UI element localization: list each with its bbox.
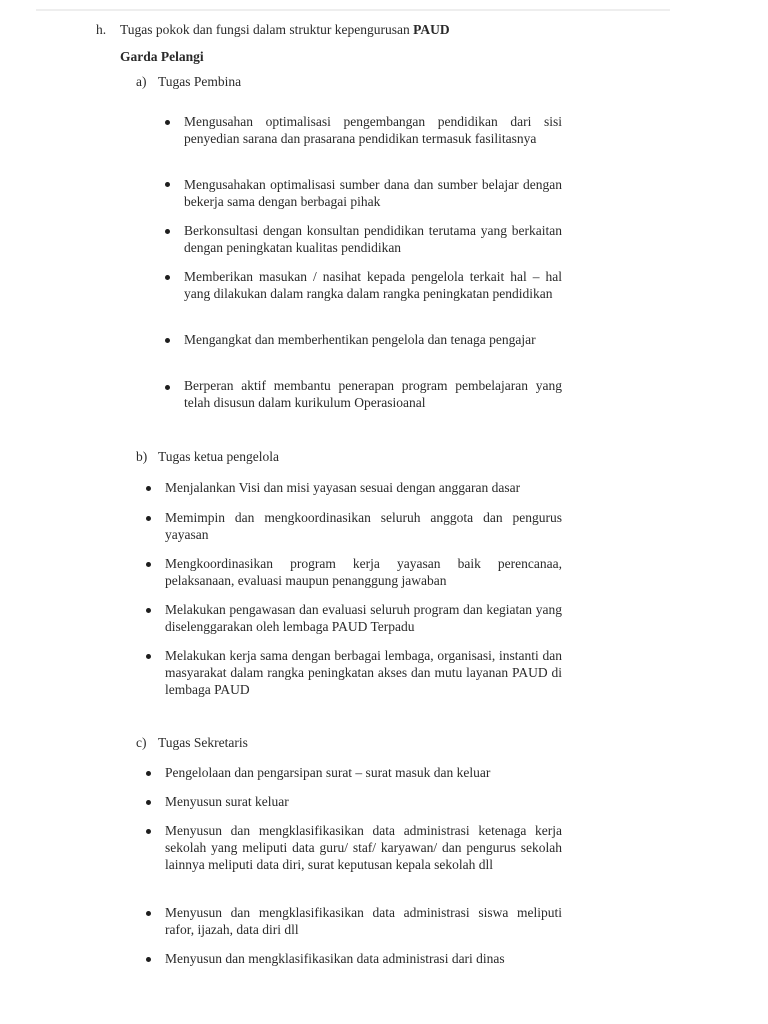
- list-item: Berperan aktif membantu penerapan program pembelajaran yang telah disusun dalam kurikulum Operasioanal: [184, 378, 562, 410]
- bullet-icon: [146, 486, 151, 491]
- bullet-icon: [146, 800, 151, 805]
- list-item: Menyusun dan mengklasifikasikan data administrasi dari dinas: [165, 951, 505, 966]
- document-heading: [120, 21, 450, 38]
- section-b-title: Tugas ketua pengelola: [158, 449, 279, 464]
- bullet-icon: [146, 516, 151, 521]
- bullet-icon: [146, 771, 151, 776]
- document-subtitle: Garda Pelangi: [120, 49, 204, 64]
- heading-text: Tugas pokok dan fungsi dalam struktur kepengurusan: [120, 22, 414, 37]
- list-item: Mengangkat dan memberhentikan pengelola dan tenaga pengajar: [184, 332, 536, 347]
- list-item: Menyusun surat keluar: [165, 794, 289, 809]
- bullet-icon: [146, 608, 151, 613]
- list-item: Menyusun dan mengklasifikasikan data administrasi ketenaga kerja sekolah yang meliputi data guru/ staf/ karyawan/ dan pengurus sekolah lainnya meliputi data diri, surat keputusan kepala sekolah dll: [165, 823, 562, 872]
- section-c-marker: c): [136, 735, 147, 750]
- section-c-title: Tugas Sekretaris: [158, 735, 248, 750]
- list-item: Melakukan pengawasan dan evaluasi seluruh program dan kegiatan yang diselenggarakan oleh lembaga PAUD Terpadu: [165, 602, 562, 634]
- bullet-icon: [146, 654, 151, 659]
- heading-bold-text: PAUD: [413, 22, 450, 37]
- bullet-icon: [146, 829, 151, 834]
- section-a-title: Tugas Pembina: [158, 74, 242, 89]
- bullet-icon: [165, 229, 170, 234]
- list-item: Menyusun dan mengklasifikasikan data administrasi siswa meliputi rafor, ijazah, data diri dll: [165, 905, 562, 937]
- bullet-icon: [165, 182, 170, 187]
- bullet-icon: [146, 562, 151, 567]
- section-b-marker: b): [136, 449, 148, 464]
- section-a-marker: a): [136, 74, 147, 89]
- list-item: Melakukan kerja sama dengan berbagai lembaga, organisasi, instanti dan masyarakat dalam rangka peningkatan akses dan mutu layanan PAUD di lembaga PAUD: [165, 648, 562, 697]
- list-item: Pengelolaan dan pengarsipan surat – surat masuk dan keluar: [165, 765, 491, 780]
- bullet-icon: [146, 957, 151, 962]
- bullet-icon: [165, 275, 170, 280]
- list-item: Menjalankan Visi dan misi yayasan sesuai dengan anggaran dasar: [165, 480, 521, 495]
- page-top-edge: [36, 9, 670, 11]
- list-item: Berkonsultasi dengan konsultan pendidikan terutama yang berkaitan dengan peningkatan kualitas pendidikan: [184, 223, 562, 255]
- list-item: Memimpin dan mengkoordinasikan seluruh anggota dan pengurus yayasan: [165, 510, 562, 542]
- bullet-icon: [165, 338, 170, 343]
- bullet-icon: [165, 120, 170, 125]
- bullet-icon: [146, 911, 151, 916]
- list-item: Memberikan masukan / nasihat kepada pengelola terkait hal – hal yang dilakukan dalam rangka dalam rangka peningkatan pendidikan: [184, 269, 562, 301]
- bullet-icon: [165, 385, 170, 390]
- list-item: Mengusahakan optimalisasi sumber dana dan sumber belajar dengan bekerja sama dengan berbagai pihak: [184, 177, 562, 209]
- list-item: Mengkoordinasikan program kerja yayasan baik perencanaa, pelaksanaan, evaluasi maupun penanggung jawaban: [165, 556, 562, 588]
- list-item: Mengusahan optimalisasi pengembangan pendidikan dari sisi penyedian sarana dan prasarana pendidikan termasuk fasilitasnya: [184, 114, 562, 146]
- heading-marker: h.: [96, 22, 107, 37]
